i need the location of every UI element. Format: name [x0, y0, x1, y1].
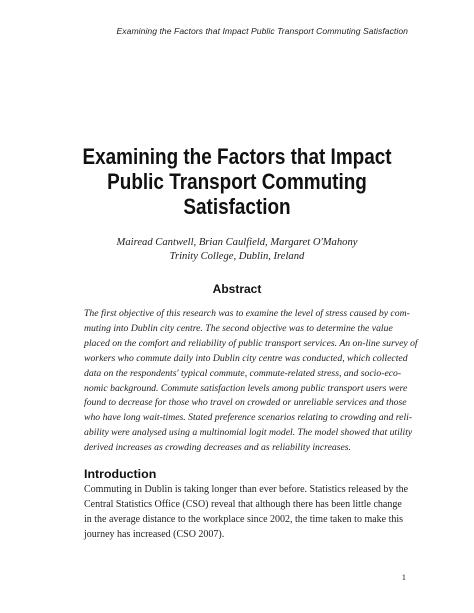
- abstract-line: workers who commute daily into Dublin city centre was conducted, which collected: [84, 352, 408, 364]
- intro-line: Central Statistics Office (CSO) reveal that although there has been little change: [84, 499, 402, 510]
- abstract-line: who have long wait-times. Stated preference scenarios relating to crowding and reli-: [84, 412, 413, 424]
- abstract-line: found to decrease for those who travel on crowded or unreliable services and those: [84, 397, 407, 409]
- abstract-heading: Abstract: [212, 282, 262, 296]
- title-line: Examining the Factors that Impact: [82, 144, 392, 169]
- title-line: Satisfaction: [183, 194, 291, 219]
- intro-line: in the average distance to the workplace since 2002, the time taken to make this: [84, 514, 404, 525]
- abstract-body: [84, 307, 418, 456]
- introduction-body: [84, 482, 414, 542]
- running-header: Examining the Factors that Impact Public Transport Commuting Satisfaction: [116, 26, 408, 36]
- authors: Mairead Cantwell, Brian Caulfield, Margaret O'Mahony: [116, 237, 358, 248]
- intro-line: Commuting in Dublin is taking longer than ever before. Statistics released by the: [84, 484, 409, 495]
- intro-line: journey has increased (CSO 2007).: [84, 529, 225, 540]
- abstract-line: data on the respondents' typical commute, commute-related stress, and socio-eco-: [84, 367, 402, 379]
- abstract-line: nomic background. Commute satisfaction levels among public transport users were: [84, 382, 408, 394]
- abstract-line: ability were analysed using a multinomial logit model. The model showed that utility: [84, 427, 413, 439]
- title-line: Public Transport Commuting: [107, 169, 367, 194]
- author-block: [40, 236, 434, 264]
- introduction-heading: Introduction: [84, 467, 157, 481]
- affiliation: Trinity College, Dublin, Ireland: [169, 251, 305, 262]
- abstract-line: The first objective of this research was to examine the level of stress caused by com-: [84, 308, 410, 319]
- abstract-line: placed on the comfort and reliability of public transport services. An on-line survey of: [84, 337, 418, 349]
- page-number: 1: [401, 572, 406, 582]
- abstract-line: derived increases as crowding decreases and as reliability increases.: [84, 442, 351, 454]
- paper-title: [68, 144, 407, 219]
- abstract-line: muting into Dublin city centre. The second objective was to determine the value: [84, 322, 393, 334]
